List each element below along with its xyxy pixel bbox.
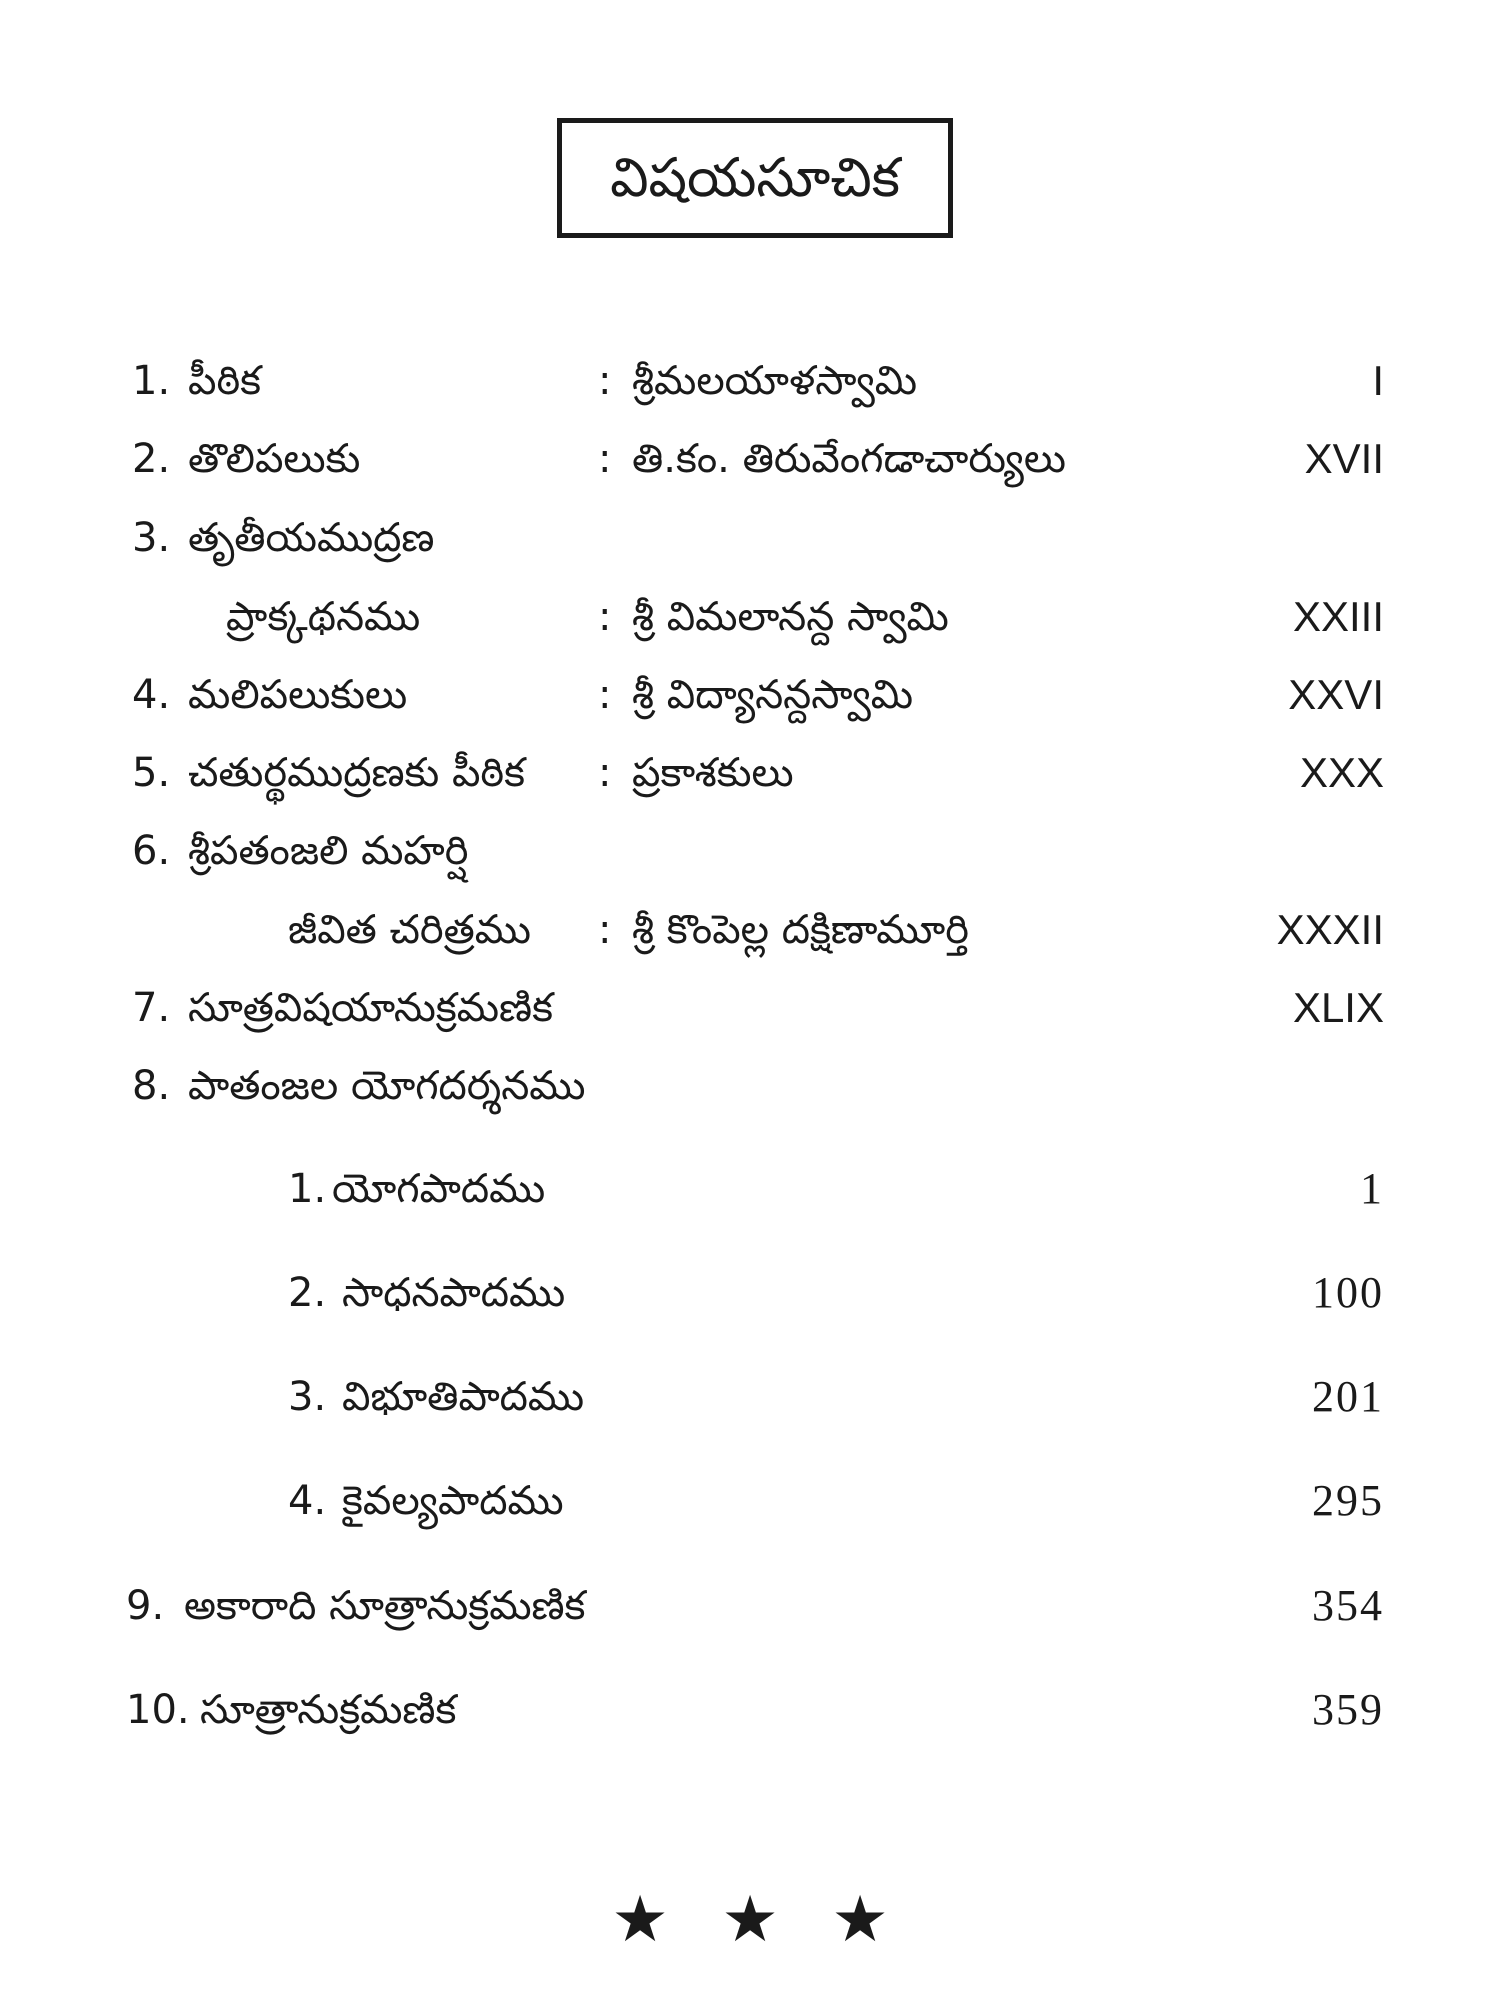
entry-number: 4. [288, 1478, 327, 1524]
entry-label: యోగపాదము [332, 1166, 546, 1212]
entry-page: 295 [1312, 1476, 1384, 1525]
toc-entry-7 [0, 973, 1500, 1043]
entry-page: XXX [1299, 749, 1384, 796]
entry-label: ప్రాక్కథనము [226, 594, 421, 640]
entry-colon: : [598, 436, 612, 482]
entry-label: విభూతిపాదము [342, 1374, 585, 1420]
entry-author: ప్రకాశకులు [632, 750, 794, 796]
entry-number: 10. [126, 1687, 190, 1733]
entry-label: సూత్రానుక్రమణిక [200, 1687, 457, 1733]
entry-page: 359 [1312, 1685, 1384, 1734]
entry-page: 100 [1312, 1268, 1384, 1317]
entry-number: 8. [132, 1063, 171, 1109]
entry-author: శ్రీమలయాళస్వామి [632, 358, 918, 404]
entry-number: 2. [288, 1270, 327, 1316]
toc-entry-3 [0, 503, 1500, 573]
entry-label: శ్రీపతంజలి మహర్షి [188, 828, 469, 874]
entry-label: మలిపలుకులు [188, 672, 408, 718]
page-title: విషయసూచిక [610, 146, 900, 209]
toc-entry-1 [0, 346, 1500, 416]
entry-number: 2. [132, 436, 171, 482]
toc-entry-2 [0, 424, 1500, 494]
decorative-stars [600, 1880, 900, 1960]
title-box [557, 118, 953, 238]
entry-number: 6. [132, 828, 171, 874]
entry-label: అకారాది సూత్రానుక్రమణిక [184, 1583, 586, 1629]
entry-label: పాతంజల యోగదర్శనము [188, 1063, 586, 1109]
entry-page: 354 [1312, 1581, 1384, 1630]
toc-entry-6-continued [0, 895, 1500, 965]
entry-author: శ్రీ విద్యానన్దస్వామి [632, 672, 914, 718]
toc-entry-6 [0, 816, 1500, 886]
toc-entry-9 [0, 1571, 1500, 1641]
entry-label: చతుర్థముద్రణకు పీఠిక [188, 750, 525, 796]
entry-author: శ్రీ కొంపెల్ల దక్షిణామూర్తి [632, 907, 969, 953]
toc-entry-3-continued [0, 582, 1500, 652]
toc-sub-entry-3 [0, 1362, 1500, 1432]
entry-number: 3. [132, 515, 171, 561]
toc-sub-entry-4 [0, 1466, 1500, 1536]
entry-page: 1 [1360, 1164, 1384, 1213]
entry-page: XLIX [1292, 984, 1384, 1031]
entry-colon: : [598, 907, 612, 953]
entry-number: 1. [132, 358, 171, 404]
entry-author: తి.కం. తిరువేంగడాచార్యులు [632, 436, 1067, 482]
star-icon: ★ [831, 1883, 889, 1957]
entry-page: XXVI [1288, 671, 1384, 718]
entry-label: సాధనపాదము [342, 1270, 566, 1316]
toc-sub-entry-2 [0, 1258, 1500, 1328]
entry-number: 5. [132, 750, 171, 796]
entry-label: తృతీయముద్రణ [188, 515, 435, 561]
entry-label: కైవల్యపాదము [342, 1478, 564, 1524]
entry-colon: : [598, 672, 612, 718]
entry-label: జీవిత చరిత్రము [288, 907, 531, 953]
entry-page: XXIII [1292, 593, 1384, 640]
toc-entry-5 [0, 738, 1500, 808]
toc-entry-10 [0, 1675, 1500, 1745]
entry-label: తొలిపలుకు [188, 436, 361, 482]
toc-sub-entry-1 [0, 1154, 1500, 1224]
entry-author: శ్రీ విమలానన్ద స్వామి [632, 594, 949, 640]
star-icon: ★ [611, 1883, 669, 1957]
entry-page: 201 [1312, 1372, 1384, 1421]
star-icon: ★ [721, 1883, 779, 1957]
entry-number: 4. [132, 672, 171, 718]
entry-page: XXXII [1276, 906, 1384, 953]
entry-number: 1. [288, 1166, 327, 1212]
entry-number: 9. [126, 1583, 165, 1629]
entry-number: 7. [132, 985, 171, 1031]
entry-colon: : [598, 594, 612, 640]
toc-entry-8 [0, 1051, 1500, 1121]
entry-label: పీఠిక [188, 358, 262, 404]
entry-page: I [1372, 357, 1384, 404]
entry-label: సూత్రవిషయానుక్రమణిక [188, 985, 553, 1031]
entry-colon: : [598, 750, 612, 796]
entry-number: 3. [288, 1374, 327, 1420]
entry-colon: : [598, 358, 612, 404]
entry-page: XVII [1304, 435, 1384, 482]
toc-entry-4 [0, 660, 1500, 730]
